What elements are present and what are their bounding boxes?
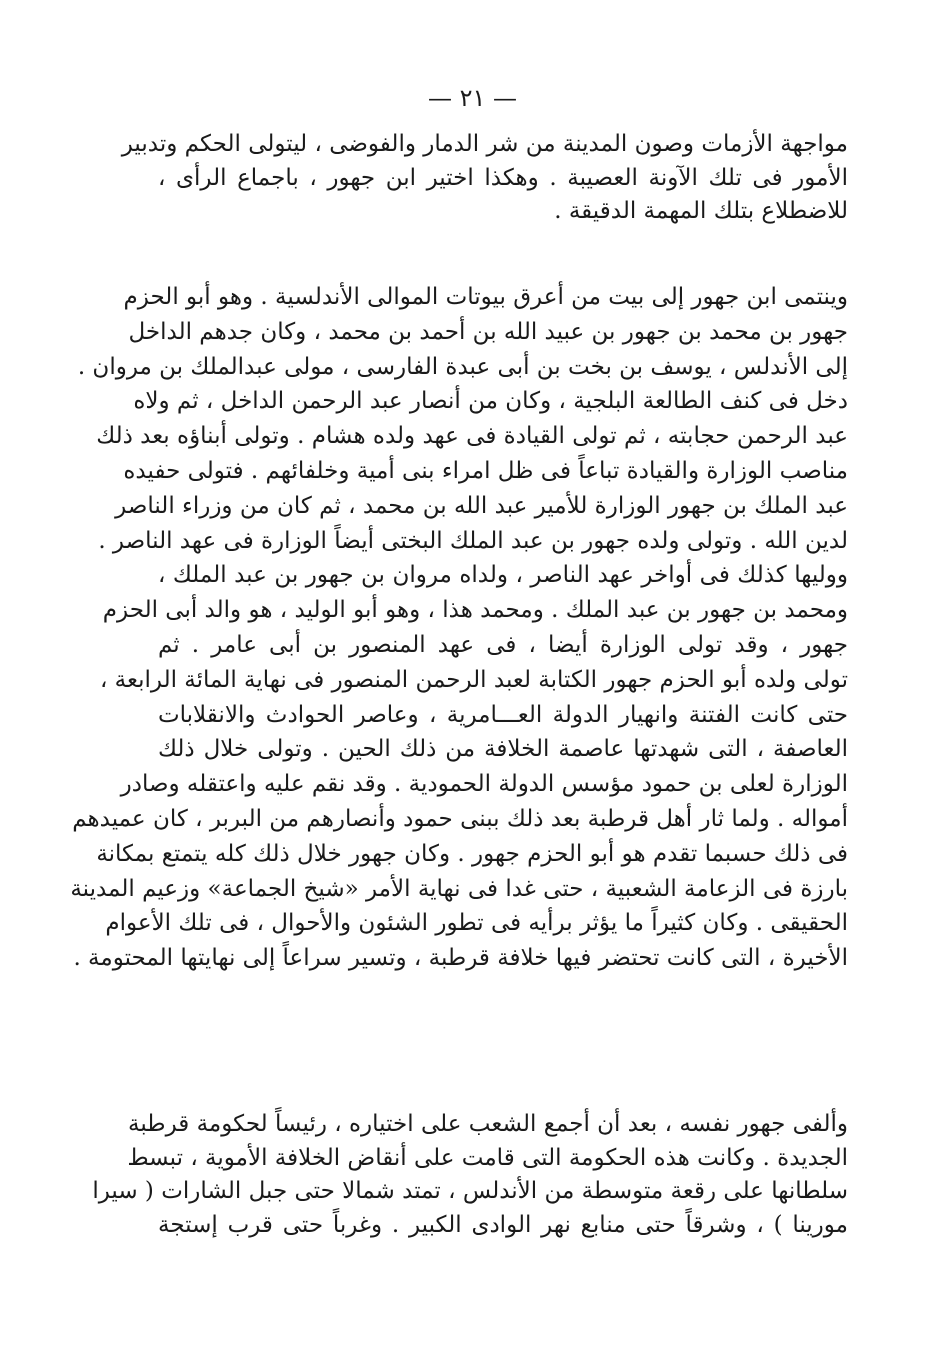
text-line: الأخيرة ، التى كانت تحتضر فيها خلافة قرطبة ، وتسير سراعاً إلى نهايتها المحتومة . [73,945,848,972]
text-line: أمواله . ولما ثار أهل قرطبة بعد ذلك ببنى حمود وأنصارهم من البربر ، كان عميدهم [72,805,848,832]
text-line: وينتمى ابن جهور إلى بيت من أعرق بيوتات الموالى الأندلسية . وهو أبو الحزم [123,284,848,310]
text-line: فى ذلك حسبما تقدم هو أبو الحزم جهور . وكان جهور خلال ذلك كله يتمتع بمكانة [96,840,848,867]
text-line: دخل فى كنف الطالعة البلجية ، وكان من أنصار عبد الرحمن الداخل ، ثم ولاه [133,388,848,415]
text-line: العاصفة ، التى شهدتها عاصمة الخلافة من ذلك الحين . وتولى خلال ذلك [158,736,848,763]
text-line: جهور ، وقد تولى الوزارة أيضا ، فى عهد المنصور بن أبى عامر . ثم [158,631,848,658]
text-line: ووليها كذلك فى أواخر عهد الناصر ، ولداه مروان بن جهور بن عبد الملك ، [158,562,848,589]
text-line: سلطانها على رقعة متوسطة من الأندلس ، تمتد شمالا حتى جبل الشارات ( سيرا [92,1178,848,1205]
text-line: لدين الله . وتولى ولده جهور بن عبد الملك البختى أيضاً الوزارة فى عهد الناصر . [98,527,848,554]
text-line: حتى كانت الفتنة وانهيار الدولة العـــامرية ، وعاصر الحوادث والانقلابات [158,701,848,728]
text-line: إلى الأندلس ، يوسف بن بخت بن أبى عبدة الفارسى ، مولى عبدالملك بن مروان . [77,353,848,380]
text-line: تولى ولده أبو الحزم جهور الكتابة لعبد الرحمن المنصور فى نهاية المائة الرابعة ، [99,666,848,693]
paragraph-1 [121,128,848,229]
text-line: جهور بن محمد بن جهور بن عبيد الله بن أحمد بن محمد ، وكان جدهم الداخل [128,318,848,345]
text-line: مواجهة الأزمات وصون المدينة من شر الدمار والفوضى ، ليتولى الحكم وتدبير [121,131,848,157]
text-line: الوزارة لعلى بن حمود مؤسس الدولة الحمودية . وقد نقم عليه واعتقله وصادر [120,771,848,798]
text-line: مورينا ) ، وشرقاً حتى منابع نهر الوادى الكبير . وغرباً حتى قرب إستجة [158,1211,848,1238]
text-line: وألفى جهور نفسه ، بعد أن أجمع الشعب على اختياره ، رئيساً لحكومة قرطبة [128,1111,848,1137]
text-line: مناصب الوزارة والقيادة تباعاً فى ظل امراء بنى أمية وخلفائهم . فتولى حفيده [123,457,848,484]
text-line: الحقيقى . وكان كثيراً ما يؤثر برأيه فى تطور الشئون والأحوال ، فى تلك الأعوام [105,910,848,937]
text-line: ومحمد بن جهور بن عبد الملك . ومحمد هذا ، وهو أبو الوليد ، هو والد أبى الحزم [102,597,848,624]
text-line: عبد الملك بن جهور الوزارة للأمير عبد الله بن محمد ، ثم كان من وزراء الناصر [115,492,848,519]
text-line: بارزة فى الزعامة الشعبية ، حتى غدا فى نهاية الأمر «شيخ الجماعة» وزعيم المدينة [70,875,848,902]
text-line: الجديدة . وكانت هذه الحكومة التى قامت على أنقاض الخلافة الأموية ، تبسط [127,1144,848,1171]
page-number: — ٢١ — [427,84,518,112]
paragraph-2 [70,280,848,976]
text-line: الأمور فى تلك الآونة العصيبة . وهكذا اختير ابن جهور ، باجماع الرأى ، [158,164,848,191]
paragraph-3 [92,1108,848,1242]
text-line: عبد الرحمن حجابته ، ثم تولى القيادة فى عهد ولده هشام . وتولى أبناؤه بعد ذلك [96,423,848,450]
text-line: للاضطلاع بتلك المهمة الدقيقة . [554,198,848,225]
